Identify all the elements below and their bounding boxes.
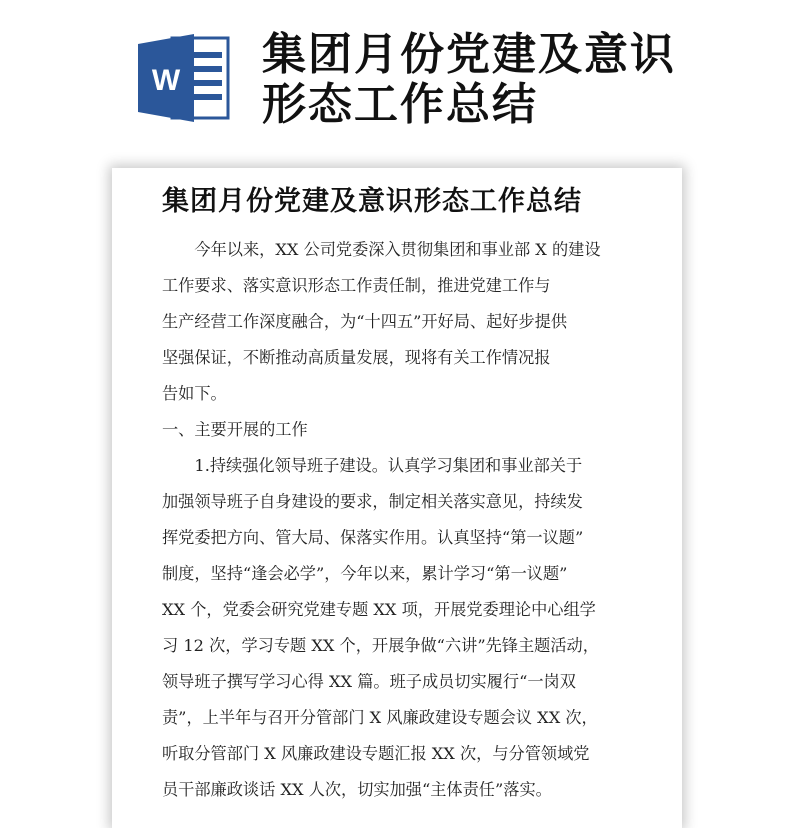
body-line: 告如下。 xyxy=(162,384,227,403)
body-line: XX 个，党委会研究党建专题 XX 项，开展党委理论中心组学 xyxy=(162,600,596,619)
body-line: 加强领导班子自身建设的要求，制定相关落实意见，持续发 xyxy=(162,492,583,511)
body-line: 生产经营工作深度融合，为“十四五”开好局、起好步提供 xyxy=(162,312,568,331)
body-line: 挥党委把方向、管大局、保落实作用。认真坚持“第一议题” xyxy=(162,528,584,547)
word-document-icon xyxy=(138,34,230,122)
document-body xyxy=(162,232,648,808)
body-line: 坚强保证，不断推动高质量发展，现将有关工作情况报 xyxy=(162,348,551,367)
header-title-line-2: 形态工作总结 xyxy=(262,79,538,130)
header-title-line-1: 集团月份党建及意识 xyxy=(262,29,676,80)
document-page xyxy=(112,168,682,828)
page-header xyxy=(0,0,800,160)
section-heading: 一、主要开展的工作 xyxy=(162,420,308,439)
header-title xyxy=(262,30,782,130)
body-line: 1.持续强化领导班子建设。认真学习集团和事业部关于 xyxy=(194,456,583,475)
body-line: 听取分管部门 X 风廉政建设专题汇报 XX 次，与分管领域党 xyxy=(162,744,590,763)
document-title: 集团月份党建及意识形态工作总结 xyxy=(162,186,582,217)
body-line: 领导班子撰写学习心得 XX 篇。班子成员切实履行“一岗双 xyxy=(162,672,576,691)
body-line: 制度，坚持“逢会必学”，今年以来，累计学习“第一议题” xyxy=(162,564,568,583)
body-line: 习 12 次，学习专题 XX 个，开展争做“六讲”先锋主题活动， xyxy=(162,636,599,655)
word-icon-letter: W xyxy=(151,64,181,97)
body-line: 工作要求、落实意识形态工作责任制，推进党建工作与 xyxy=(162,276,551,295)
body-line: 责”，上半年与召开分管部门 X 风廉政建设专题会议 XX 次， xyxy=(162,708,598,727)
body-line: 今年以来，XX 公司党委深入贯彻集团和事业部 X 的建设 xyxy=(194,240,601,259)
body-line: 员干部廉政谈话 XX 人次，切实加强“主体责任”落实。 xyxy=(162,780,552,799)
